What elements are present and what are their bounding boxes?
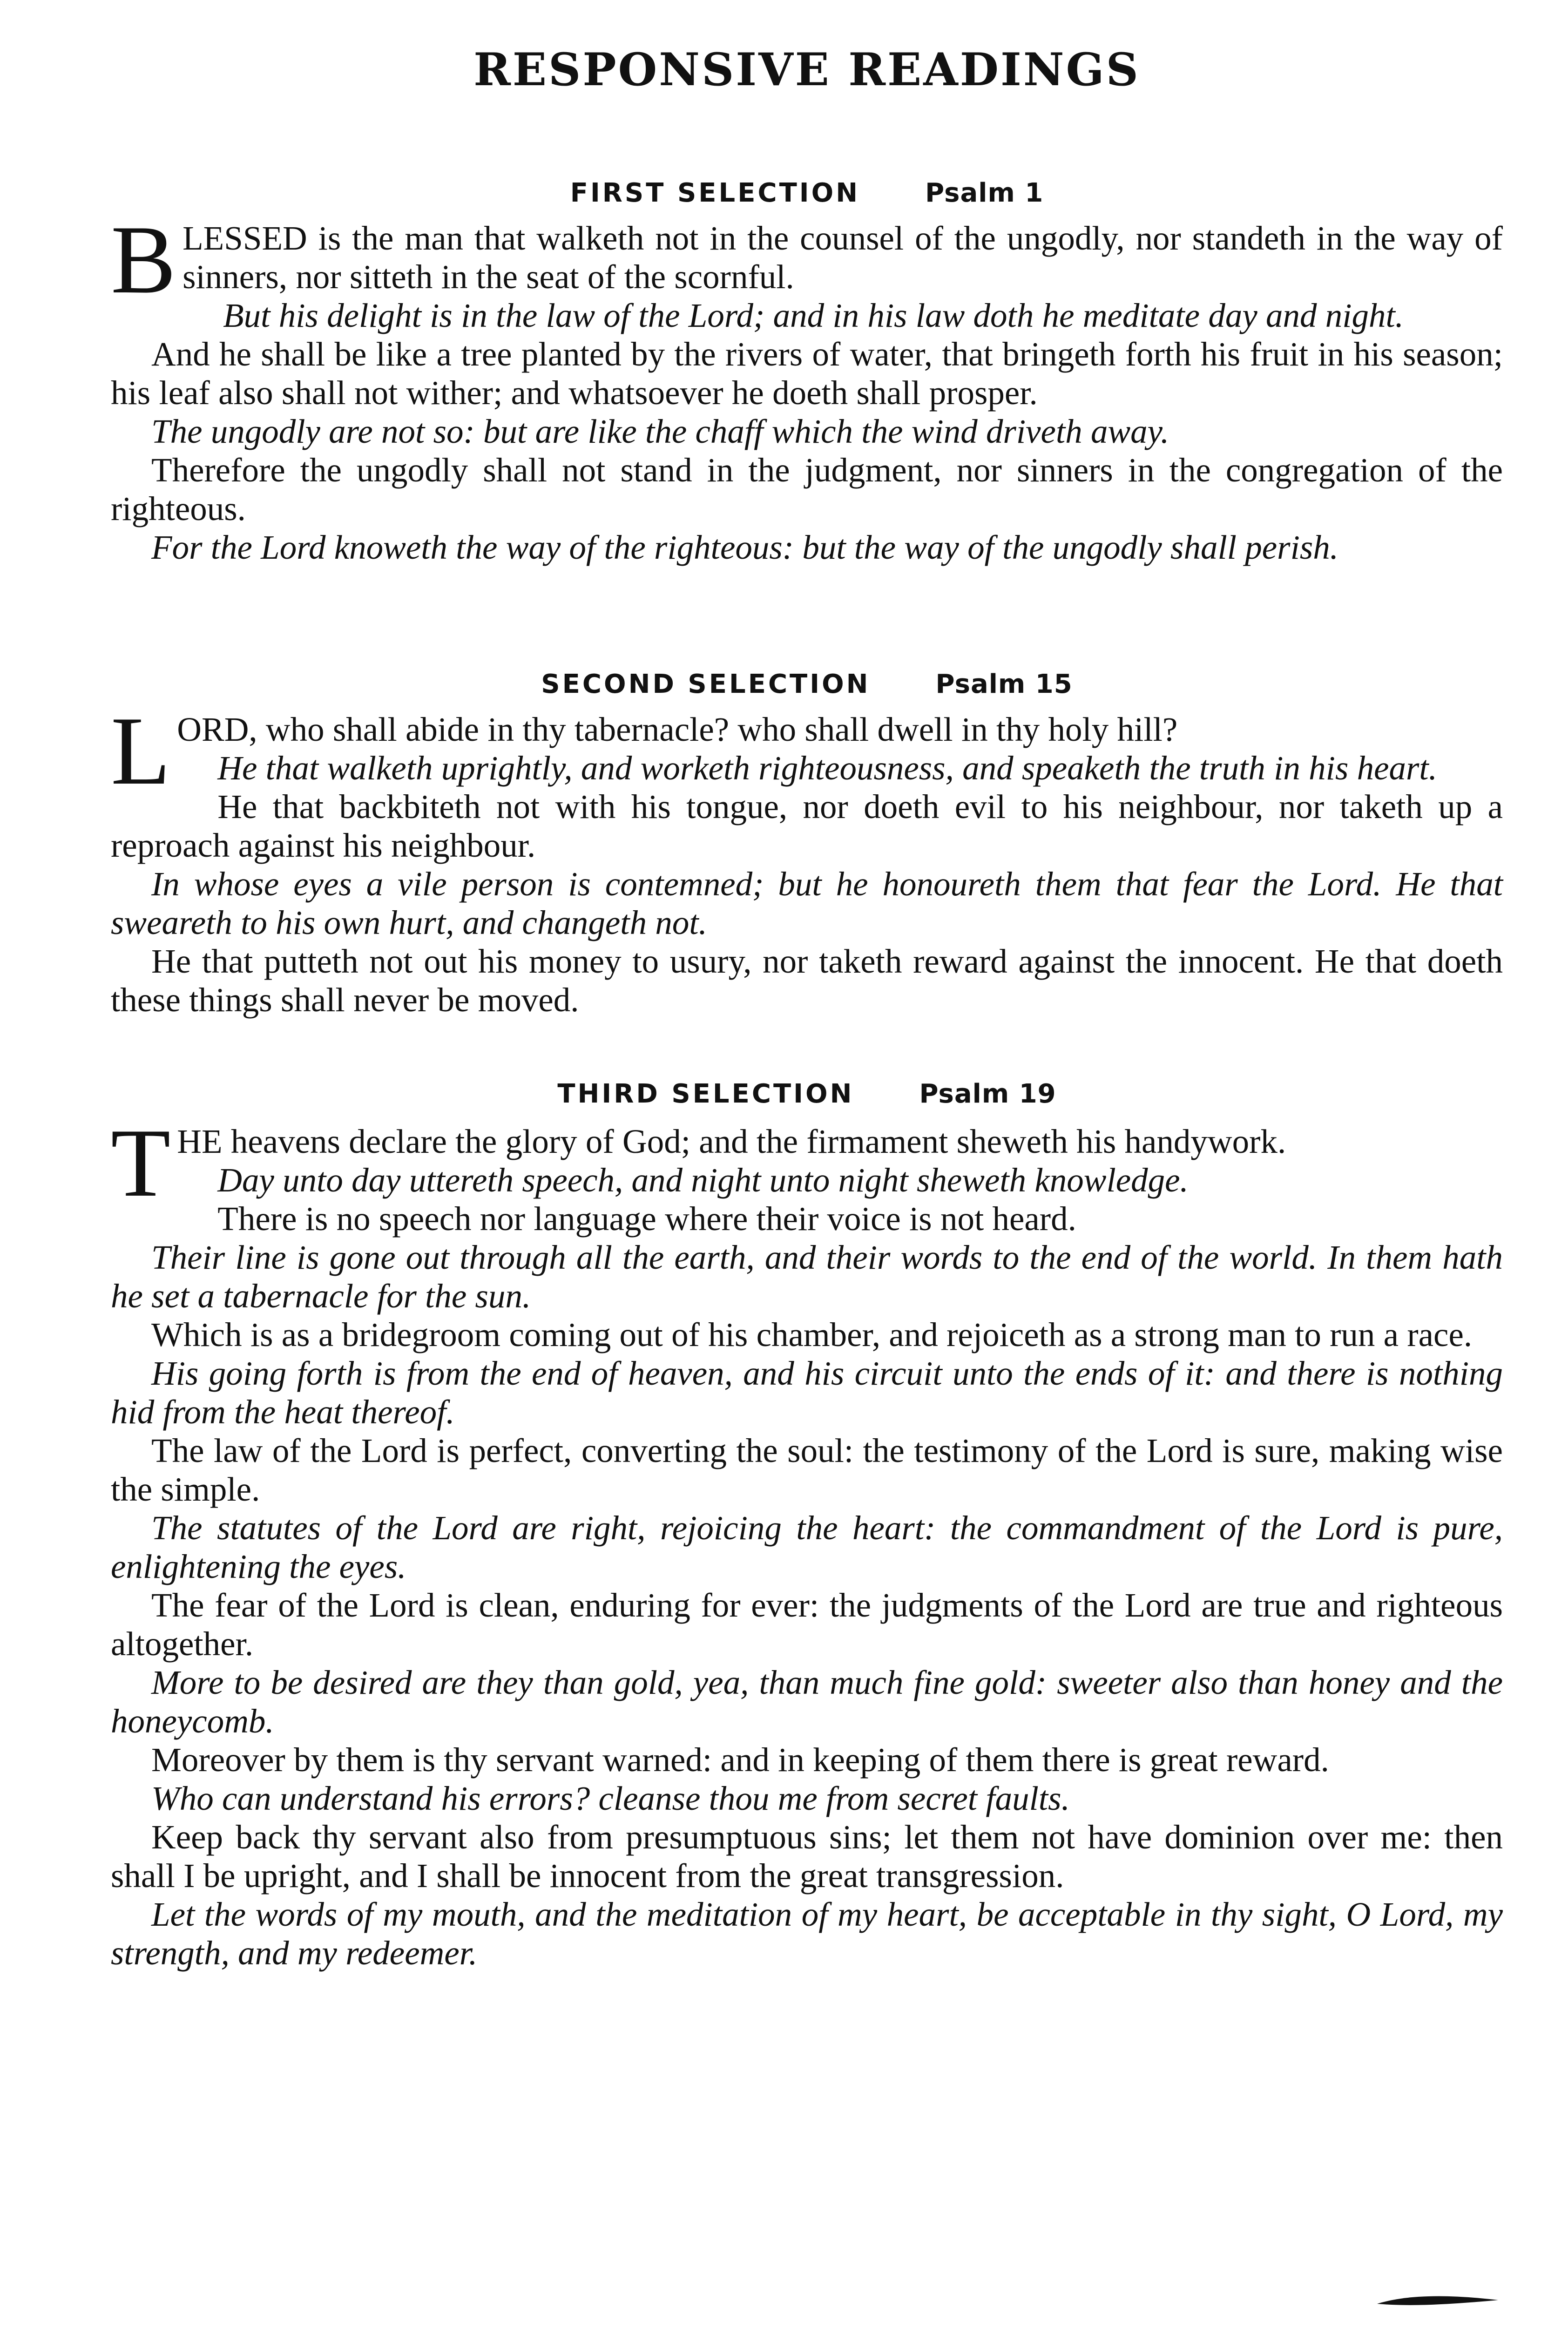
verse: The fear of the Lord is clean, enduring for ever: the judgments of the Lord are true and righteous altogether. [111,1586,1503,1663]
verse: He that putteth not out his money to usury, nor taketh reward against the innocent. He that doeth these things shall never be moved. [111,942,1503,1019]
verse-response: In whose eyes a vile person is contemned; but he honoureth them that fear the Lord. He that sweareth to his own hurt, and changeth not. [111,865,1503,941]
verse-response: The statutes of the Lord are right, rejoicing the heart: the commandment of the Lord is pure, enlightening the eyes. [111,1509,1503,1585]
page-title: RESPONSIVE READINGS [473,43,1140,96]
verse: He that backbiteth not with his tongue, nor doeth evil to his neighbour, nor taketh up a reproach against his neighbour. [111,788,1503,864]
selection-title: FIRST SELECTION [570,178,860,208]
verse-response: Their line is gone out through all the earth, and their words to the end of the world. In them hath he set a tabernacle for the sun. [111,1238,1503,1315]
drop-cap: L [111,697,171,805]
psalm-reference: Psalm 19 [919,1079,1056,1109]
page-corner-mark [1377,2291,1498,2309]
selection-heading-second [111,668,1503,701]
selection-second [111,697,1503,1019]
verse: Moreover by them is thy servant warned: and in keeping of them there is great reward. [151,1741,1329,1779]
drop-cap: B [111,206,176,314]
verse: There is no speech nor language where their voice is not heard. [217,1200,1076,1238]
psalm-reference: Psalm 1 [925,178,1044,208]
verse-response: Who can understand his errors? cleanse thou me from secret faults. [151,1780,1070,1817]
verse-response: For the Lord knoweth the way of the righteous: but the way of the ungodly shall perish. [151,528,1339,566]
selection-title: THIRD SELECTION [557,1079,854,1109]
selection-title: SECOND SELECTION [541,669,871,699]
verse-response: He that walketh uprightly, and worketh righteousness, and speaketh the truth in his heart. [217,749,1437,787]
verse: Which is as a bridegroom coming out of his chamber, and rejoiceth as a strong man to run a race. [151,1316,1473,1353]
verse: Keep back thy servant also from presumptuous sins; let them not have dominion over me: then shall I be upright, and I shall be innocent from the great transgression. [111,1818,1503,1895]
drop-cap: T [111,1109,171,1217]
verse: And he shall be like a tree planted by the rivers of water, that bringeth forth his fruit in his season; his leaf also shall not wither; and whatsoever he doeth shall prosper. [111,335,1503,412]
verse: BLESSED is the man that walketh not in the counsel of the ungodly, nor standeth in the way of sinners, nor sitteth in the seat of the scornful. [111,206,1503,314]
verse: THE heavens declare the glory of God; and the firmament sheweth his handywork. [111,1109,1286,1217]
verse-response: More to be desired are they than gold, yea, than much fine gold: sweeter also than honey and the honeycomb. [111,1664,1503,1740]
verse-response: His going forth is from the end of heaven, and his circuit unto the ends of it: and there is nothing hid from the heat thereof. [111,1354,1503,1431]
selection-third [111,1109,1503,1972]
verse-response: Let the words of my mouth, and the meditation of my heart, be acceptable in thy sight, O Lord, my strength, and my redeemer. [111,1895,1503,1972]
verse-response: Day unto day uttereth speech, and night unto night sheweth knowledge. [217,1161,1189,1199]
page [111,0,1503,2328]
selection-heading-first [111,177,1503,210]
verse-response: But his delight is in the law of the Lord; and in his law doth he meditate day and night. [223,297,1404,334]
verse-response: The ungodly are not so: but are like the chaff which the wind driveth away. [151,413,1169,450]
selection-first [111,206,1503,567]
verse: Therefore the ungodly shall not stand in the judgment, nor sinners in the congregation of the righteous. [111,451,1503,528]
selection-heading-third [111,1078,1503,1110]
verse: LORD, who shall abide in thy tabernacle? who shall dwell in thy holy hill? [111,697,1178,805]
verse: The law of the Lord is perfect, converting the soul: the testimony of the Lord is sure, making wise the simple. [111,1432,1503,1508]
psalm-reference: Psalm 15 [935,669,1073,699]
